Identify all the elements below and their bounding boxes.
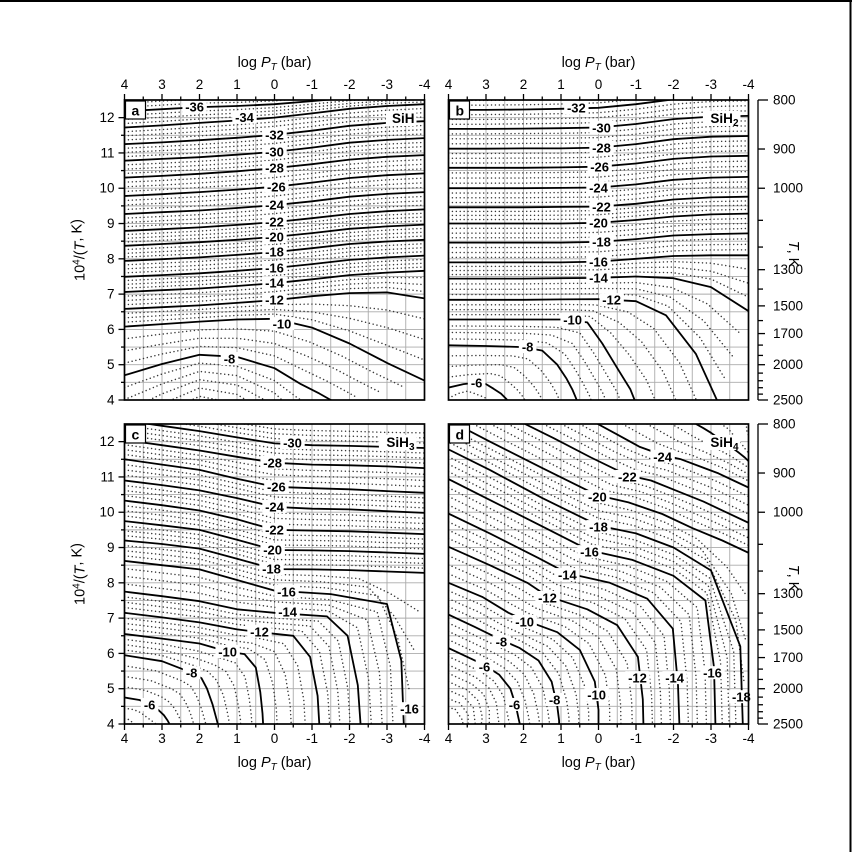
svg-text:-6: -6 — [478, 659, 491, 675]
svg-text:-20: -20 — [587, 489, 607, 505]
svg-text:11: 11 — [100, 145, 115, 161]
panel-letter — [126, 101, 146, 119]
x-axis-title-top: $\log P_T$ (bar) — [561, 55, 636, 73]
svg-text:2000: 2000 — [773, 357, 804, 373]
svg-text:10: 10 — [99, 504, 115, 520]
species-label — [386, 111, 417, 126]
svg-text:4: 4 — [120, 77, 129, 92]
svg-text:1700: 1700 — [773, 650, 804, 666]
y-axis-title-left: $10^4/(T$, K) — [69, 543, 89, 605]
svg-text:5: 5 — [106, 357, 115, 373]
svg-text:-22: -22 — [265, 214, 284, 230]
svg-text:-10: -10 — [272, 316, 292, 332]
svg-text:SiH2: SiH$_2$ — [710, 111, 739, 129]
svg-text:d: d — [455, 426, 465, 443]
right-temperature-axis — [758, 100, 768, 400]
svg-text:3: 3 — [158, 731, 166, 746]
svg-text:-14: -14 — [665, 670, 685, 686]
svg-text:-3: -3 — [380, 77, 394, 92]
svg-text:-2: -2 — [667, 77, 680, 92]
panel-ticks — [449, 94, 749, 100]
svg-text:-18: -18 — [731, 689, 751, 705]
panel-letter — [126, 425, 146, 443]
svg-text:9: 9 — [106, 540, 115, 556]
svg-text:-22: -22 — [265, 522, 284, 538]
svg-text:1: 1 — [557, 77, 565, 92]
svg-text:-1: -1 — [305, 77, 319, 92]
svg-text:2500: 2500 — [773, 716, 804, 732]
svg-text:b: b — [455, 102, 465, 119]
svg-text:-30: -30 — [265, 144, 284, 160]
x-axis-title-top: $\log P_T$ (bar) — [237, 55, 312, 73]
svg-text:-8: -8 — [223, 351, 236, 367]
svg-text:1000: 1000 — [773, 504, 804, 520]
svg-text:-6: -6 — [143, 697, 156, 713]
svg-text:-16: -16 — [589, 254, 608, 270]
svg-text:-4: -4 — [742, 731, 755, 746]
svg-text:11: 11 — [100, 469, 115, 485]
svg-text:-20: -20 — [263, 542, 283, 558]
svg-text:900: 900 — [773, 465, 796, 481]
svg-text:-10: -10 — [563, 312, 583, 328]
svg-text:SiH3: SiH$_3$ — [386, 435, 415, 453]
svg-text:5: 5 — [106, 681, 115, 697]
y-axis-title-right: T, K — [785, 564, 801, 592]
svg-text:2: 2 — [519, 77, 528, 92]
svg-text:-2: -2 — [667, 731, 680, 746]
svg-text:4: 4 — [444, 731, 453, 746]
svg-text:-16: -16 — [265, 260, 284, 276]
svg-text:7: 7 — [106, 610, 115, 626]
svg-text:3: 3 — [482, 77, 490, 92]
svg-text:0: 0 — [270, 77, 279, 92]
svg-text:1700: 1700 — [773, 326, 804, 342]
svg-text:800: 800 — [773, 92, 796, 108]
svg-text:1: 1 — [233, 731, 241, 746]
svg-text:-30: -30 — [592, 120, 611, 136]
svg-text:8: 8 — [106, 251, 115, 267]
svg-text:-8: -8 — [495, 634, 508, 650]
svg-text:-14: -14 — [278, 604, 298, 620]
x-axis-title-bottom: $\log P_T$ (bar) — [237, 755, 312, 773]
svg-text:-2: -2 — [343, 77, 356, 92]
svg-text:-14: -14 — [589, 270, 608, 286]
svg-text:-10: -10 — [587, 687, 607, 703]
x-axis-title-bottom: $\log P_T$ (bar) — [561, 755, 636, 773]
svg-text:4: 4 — [106, 716, 115, 732]
svg-text:2: 2 — [195, 77, 204, 92]
svg-text:-1: -1 — [629, 731, 643, 746]
tick-labels — [445, 731, 755, 746]
svg-text:2500: 2500 — [773, 392, 804, 408]
svg-text:7: 7 — [106, 286, 115, 302]
panel-letter — [450, 425, 470, 443]
svg-text:-14: -14 — [265, 275, 284, 291]
tick-labels — [445, 77, 755, 92]
svg-text:1300: 1300 — [773, 262, 804, 278]
svg-text:-10: -10 — [515, 614, 535, 630]
svg-text:-26: -26 — [266, 479, 286, 495]
svg-text:-24: -24 — [265, 499, 284, 515]
svg-text:-12: -12 — [538, 590, 557, 606]
svg-text:-18: -18 — [589, 519, 608, 535]
svg-text:-6: -6 — [508, 697, 521, 713]
svg-text:-18: -18 — [592, 234, 611, 250]
svg-text:-16: -16 — [277, 584, 296, 600]
svg-text:-32: -32 — [566, 100, 586, 116]
svg-text:-10: -10 — [218, 644, 238, 660]
svg-text:-26: -26 — [590, 159, 610, 175]
svg-text:6: 6 — [106, 321, 115, 337]
svg-text:SiH: SiH — [391, 111, 415, 126]
svg-text:-1: -1 — [305, 731, 319, 746]
svg-text:-4: -4 — [418, 731, 431, 746]
svg-text:-32: -32 — [265, 127, 284, 143]
svg-text:-12: -12 — [628, 670, 647, 686]
svg-text:c: c — [131, 426, 140, 443]
svg-text:4: 4 — [444, 77, 453, 92]
svg-text:-8: -8 — [185, 665, 198, 681]
panel-a — [70, 55, 431, 483]
svg-text:800: 800 — [773, 416, 796, 432]
panel-c — [70, 406, 431, 773]
svg-text:-12: -12 — [602, 292, 622, 308]
svg-text:2000: 2000 — [773, 681, 804, 697]
svg-text:-18: -18 — [265, 244, 284, 260]
svg-text:3: 3 — [482, 731, 490, 746]
svg-text:1500: 1500 — [773, 622, 804, 638]
svg-text:-22: -22 — [617, 469, 637, 485]
svg-text:6: 6 — [106, 645, 115, 661]
svg-text:-3: -3 — [380, 731, 394, 746]
svg-text:-14: -14 — [557, 567, 577, 583]
svg-text:2: 2 — [519, 731, 528, 746]
svg-text:900: 900 — [773, 141, 796, 157]
svg-text:-1: -1 — [629, 77, 643, 92]
svg-text:0: 0 — [270, 731, 279, 746]
svg-text:3: 3 — [158, 77, 166, 92]
svg-text:0: 0 — [594, 77, 603, 92]
svg-text:-22: -22 — [592, 199, 611, 215]
svg-text:-8: -8 — [521, 339, 534, 355]
svg-text:1: 1 — [233, 77, 241, 92]
svg-text:-36: -36 — [185, 99, 205, 115]
y-axis-title-left: $10^4/(T$, K) — [69, 219, 89, 281]
svg-text:-26: -26 — [266, 179, 286, 195]
svg-text:-34: -34 — [235, 110, 254, 126]
svg-text:1300: 1300 — [773, 586, 804, 602]
svg-text:-3: -3 — [704, 77, 718, 92]
svg-text:4: 4 — [120, 731, 129, 746]
svg-text:-20: -20 — [589, 215, 608, 231]
svg-text:8: 8 — [106, 575, 115, 591]
svg-text:1500: 1500 — [773, 298, 804, 314]
svg-text:12: 12 — [99, 434, 115, 450]
y-axis-title-right: T, K — [785, 240, 801, 268]
svg-text:-4: -4 — [418, 77, 431, 92]
panel-b — [382, 55, 804, 465]
svg-text:-6: -6 — [470, 375, 483, 391]
panel-d — [445, 417, 803, 774]
svg-text:a: a — [131, 102, 140, 119]
svg-text:-28: -28 — [265, 160, 284, 176]
svg-text:-3: -3 — [704, 731, 718, 746]
svg-text:10: 10 — [99, 180, 115, 196]
svg-text:1000: 1000 — [773, 180, 804, 196]
svg-text:0: 0 — [594, 731, 603, 746]
svg-text:-24: -24 — [589, 180, 608, 196]
svg-text:-8: -8 — [548, 692, 561, 708]
svg-text:-4: -4 — [742, 77, 755, 92]
svg-text:9: 9 — [106, 216, 115, 232]
right-temperature-axis — [758, 424, 768, 724]
svg-text:-16: -16 — [580, 544, 599, 560]
svg-text:2: 2 — [195, 731, 204, 746]
svg-text:12: 12 — [99, 110, 115, 126]
panel-ticks — [449, 724, 749, 730]
svg-text:-2: -2 — [343, 731, 356, 746]
svg-text:-12: -12 — [265, 292, 284, 308]
panel-letter — [450, 101, 470, 119]
svg-text:-16: -16 — [400, 701, 419, 717]
svg-text:-28: -28 — [263, 455, 283, 471]
svg-text:-16: -16 — [703, 665, 722, 681]
svg-text:1: 1 — [557, 731, 565, 746]
svg-text:-18: -18 — [262, 561, 281, 577]
svg-text:-24: -24 — [653, 449, 673, 465]
svg-text:SiH4: SiH$_4$ — [710, 435, 739, 453]
svg-text:-30: -30 — [283, 435, 302, 451]
svg-text:-24: -24 — [265, 197, 284, 213]
svg-text:-20: -20 — [265, 229, 284, 245]
svg-text:-12: -12 — [250, 624, 269, 640]
svg-text:-28: -28 — [592, 140, 611, 156]
svg-text:4: 4 — [106, 392, 115, 408]
